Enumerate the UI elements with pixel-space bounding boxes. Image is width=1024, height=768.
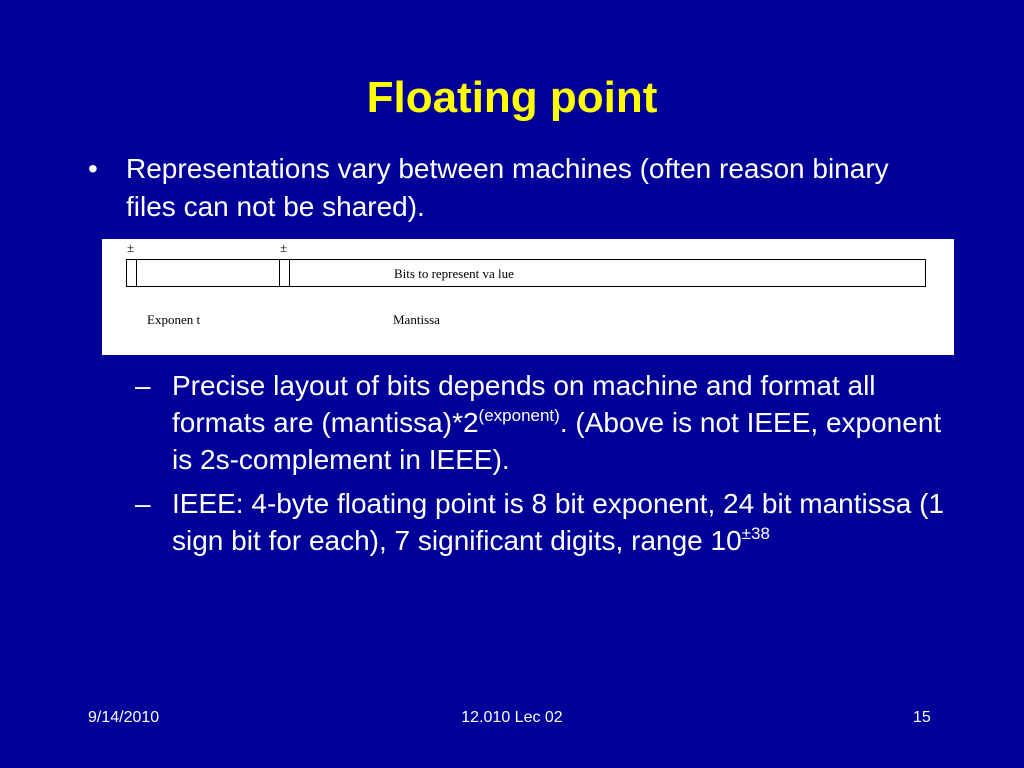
sub-bullet-marker: –	[135, 370, 151, 401]
footer-page-number: 15	[913, 709, 931, 726]
sub-bullet-text-part: Precise layout of bits depends on machine and format all formats are (mantissa)*2	[172, 370, 876, 438]
exponent-sign-divider	[136, 260, 137, 286]
bullet-marker: •	[88, 153, 98, 184]
mantissa-label: Mantissa	[393, 312, 440, 327]
mantissa-sign-symbol: ±	[280, 240, 288, 255]
exponent-superscript: (exponent)	[478, 406, 560, 425]
footer-course: 12.010 Lec 02	[461, 709, 563, 726]
sub-bullet-text-part: . (Above is not IEEE, exponent is 2s-complement in IEEE).	[172, 407, 942, 475]
bullet-text: Representations vary between machines (often reason binary files can not be shared).	[126, 153, 889, 222]
bit-field-box	[126, 259, 926, 287]
sub-bullet-text-part: IEEE: 4-byte floating point is 8 bit exponent, 24 bit mantissa (1 sign bit for each), 7 significant digits, range 10	[172, 488, 944, 556]
exponent-end-divider	[279, 260, 280, 286]
sub-bullet-marker: –	[135, 488, 151, 519]
sub-bullet-text	[172, 367, 962, 478]
mantissa-sign-divider	[289, 260, 290, 286]
footer-date: 9/14/2010	[88, 709, 160, 726]
bit-layout-diagram	[102, 239, 954, 355]
value-bits-label: Bits to represent va lue	[394, 266, 514, 281]
slide-title: Floating point	[366, 73, 658, 122]
sub-bullet-text	[172, 485, 962, 559]
exponent-sign-symbol: ±	[127, 240, 135, 255]
range-superscript: ±38	[741, 524, 770, 543]
exponent-label: Exponen t	[147, 312, 201, 327]
